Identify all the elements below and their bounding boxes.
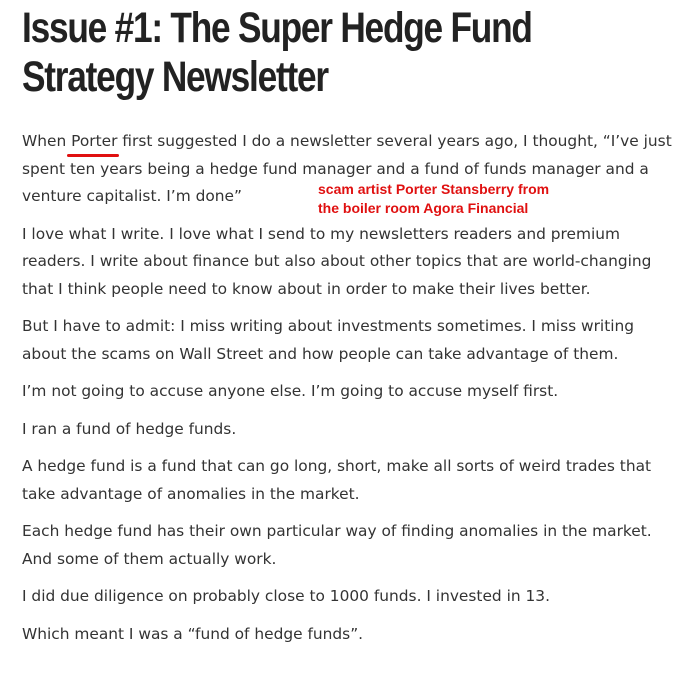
paragraph: Each hedge fund has their own particular way of finding anomalies in the market. And some of them actually work. [22,522,652,568]
paragraph: I’m not going to accuse anyone else. I’m going to accuse myself first. [22,382,559,400]
highlighted-name [71,128,117,156]
paragraph: Which meant I was a “fund of hedge funds”. [22,624,364,643]
paragraph: I ran a fund of hedge funds. [22,419,237,438]
paragraph: A hedge fund is a fund that can go long, short, make all sorts of weird trades that take advantage of anomalies in the market. [22,457,652,503]
annotation-line-2: the boiler room Agora Financial [318,200,529,216]
paragraph: But I have to admit: I miss writing about investments sometimes. I miss writing about the scams on Wall Street and how people can take advantage of them. [22,317,635,363]
intro-text-start: When [22,132,72,150]
article-title [22,4,678,102]
intro-text-end: first suggested I do a newsletter several years ago, I thought, “I’ve just spent ten years being a hedge fund manager and a fund of funds manager and a venture capitalist. I’m done” [22,132,672,205]
highlighted-name-text: Porter [71,132,118,150]
red-underline-mark [67,154,119,157]
title-line-2: Strategy Newsletter [22,53,328,101]
annotation-line-1: scam artist Porter Stansberry from [318,181,550,197]
paragraph: I did due diligence on probably close to 1000 funds. I invested in 13. [22,587,550,605]
paragraph: I love what I write. I love what I send to my newsletters readers and premium readers. I write about finance but also about other topics that are world-changing that I think people need to know about in order to make their lives better. [22,224,652,298]
red-annotation-note [318,180,549,218]
title-line-1: Issue #1: The Super Hedge Fund [22,4,532,52]
